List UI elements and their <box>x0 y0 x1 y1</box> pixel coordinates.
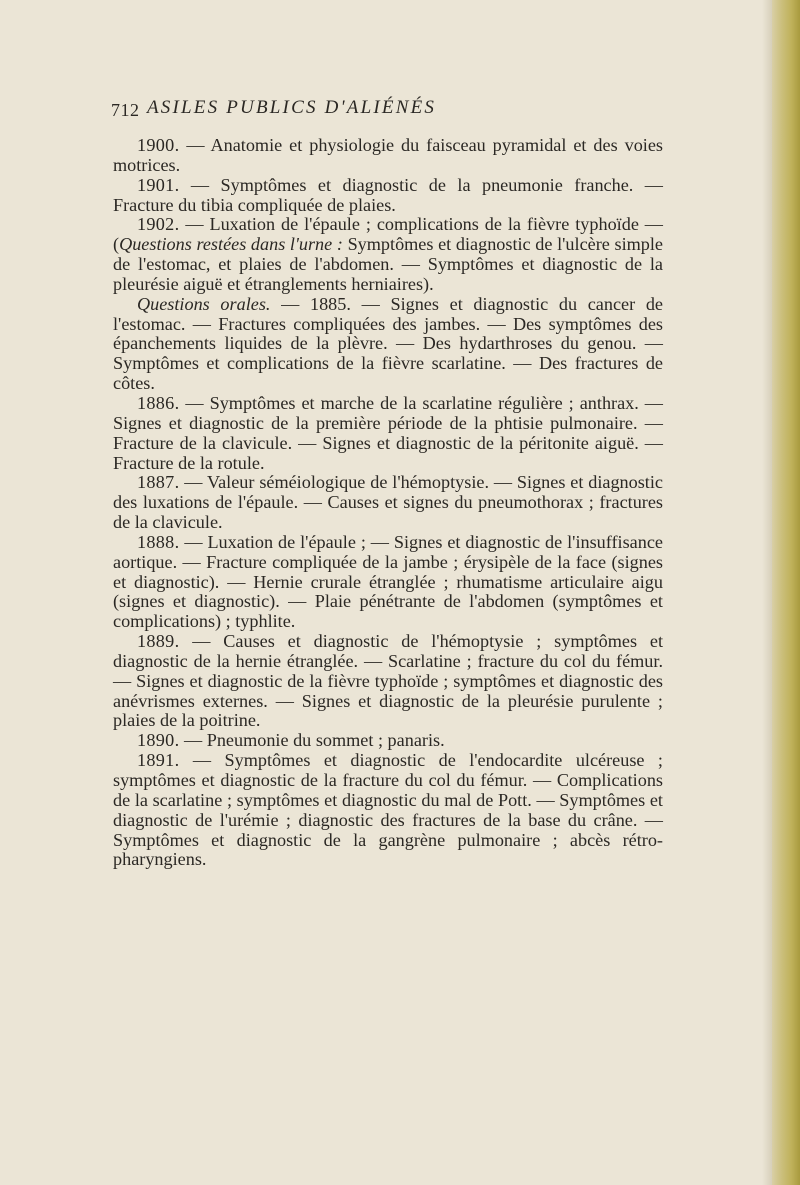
year-label: 1889. <box>137 631 180 652</box>
paragraph-text: — Causes et diagnostic de l'hémoptysie ; symptômes et diagnostic de la hernie étranglée. — Scarlatine ; fracture du col du fémur. — Signes et diagnostic de la fièvre typhoïde ; symptômes et diagnostic des anévrismes externes. — Signes et diagnostic de la pleurésie purulente ; plaies de la poitrine. <box>113 631 663 731</box>
paragraph-text: — Symptômes et diagnostic de la pneumonie franche. — Fracture du tibia compliquée de plaies. <box>113 174 663 215</box>
paragraph-1889 <box>113 632 663 731</box>
page-fold-shadow <box>762 0 772 1185</box>
paragraph-1887 <box>113 473 663 533</box>
italic-heading: Questions orales. <box>137 293 271 314</box>
paragraph-1890 <box>113 731 663 751</box>
paragraph-1888 <box>113 533 663 632</box>
year-label: 1901. <box>137 174 180 195</box>
year-label: 1891. <box>137 750 180 771</box>
year-label: 1887. <box>137 472 180 493</box>
page-edge <box>772 0 800 1185</box>
paragraph-text: — 1885. — Signes et diagnostic du cancer de l'estomac. — Fractures compliquées des jambes. — Des symptômes des épanchements liquides de la plèvre. — Des hydarthroses du genou. — Symptômes et complications de la fièvre scarlatine. — Des fractures de côtes. <box>113 293 664 394</box>
paragraph-text: Symptômes et diagnostic de l'ulcère simple de l'estomac, et plaies de l'abdomen. — Symptômes et diagnostic de la pleurésie aiguë et étranglements herniaires). <box>113 234 663 294</box>
year-label: 1886. <box>137 392 180 413</box>
paragraph-1900 <box>113 136 663 176</box>
paragraph-1886 <box>113 394 663 473</box>
italic-heading: Questions restées dans l'urne : <box>119 234 343 255</box>
year-label: 1900. <box>137 135 180 155</box>
paragraph-questions-orales <box>113 295 663 394</box>
paragraph-1891 <box>113 751 663 870</box>
body-text <box>113 136 663 870</box>
paragraph-1902 <box>113 215 663 294</box>
paragraph-text: — Valeur séméiologique de l'hémoptysie. — Signes et diagnostic des luxations de l'épaule. — Causes et signes du pneumothorax ; fractures de la clavicule. <box>113 472 663 533</box>
page-number: 712 <box>111 100 140 120</box>
year-label: 1902. <box>137 214 180 235</box>
page-header <box>111 97 671 125</box>
paragraph-text: — Symptômes et marche de la scarlatine régulière ; anthrax. — Signes et diagnostic de la première période de la phtisie pulmonaire. — Fracture de la clavicule. — Signes et diagnostic de la péritonite aiguë. — Fracture de la rotule. <box>113 392 663 473</box>
paragraph-1901 <box>113 176 663 216</box>
year-label: 1888. <box>137 531 180 552</box>
paragraph-text: — Luxation de l'épaule ; complications de la fièvre typhoïde — ( <box>113 214 663 255</box>
paragraph-text: — Luxation de l'épaule ; — Signes et diagnostic de l'insuffisance aortique. — Fracture compliquée de la jambe ; érysipèle de la face (signes et diagnostic). — Hernie crurale étranglée ; rhumatisme articulaire aigu (signes et diagnostic). — Plaie pénétrante de l'abdomen (symptômes et complications) ; typhlite. <box>113 531 663 632</box>
paragraph-text: — Pneumonie du sommet ; panaris. <box>179 730 445 751</box>
running-title: ASILES PUBLICS D'ALIÉNÉS <box>147 97 437 118</box>
year-label: 1890. <box>137 730 180 751</box>
paragraph-text: — Anatomie et physiologie du faisceau pyramidal et des voies motrices. <box>113 135 663 175</box>
paragraph-text: — Symptômes et diagnostic de l'endocardite ulcéreuse ; symptômes et diagnostic de la fracture du col du fémur. — Complications de la scarlatine ; symptômes et diagnostic du mal de Pott. — Symptômes et diagnostic de l'urémie ; diagnostic des fractures de la base du crâne. — Symptômes et diagnostic de la gangrène pulmonaire ; abcès rétro-pharyngiens. <box>113 750 663 870</box>
